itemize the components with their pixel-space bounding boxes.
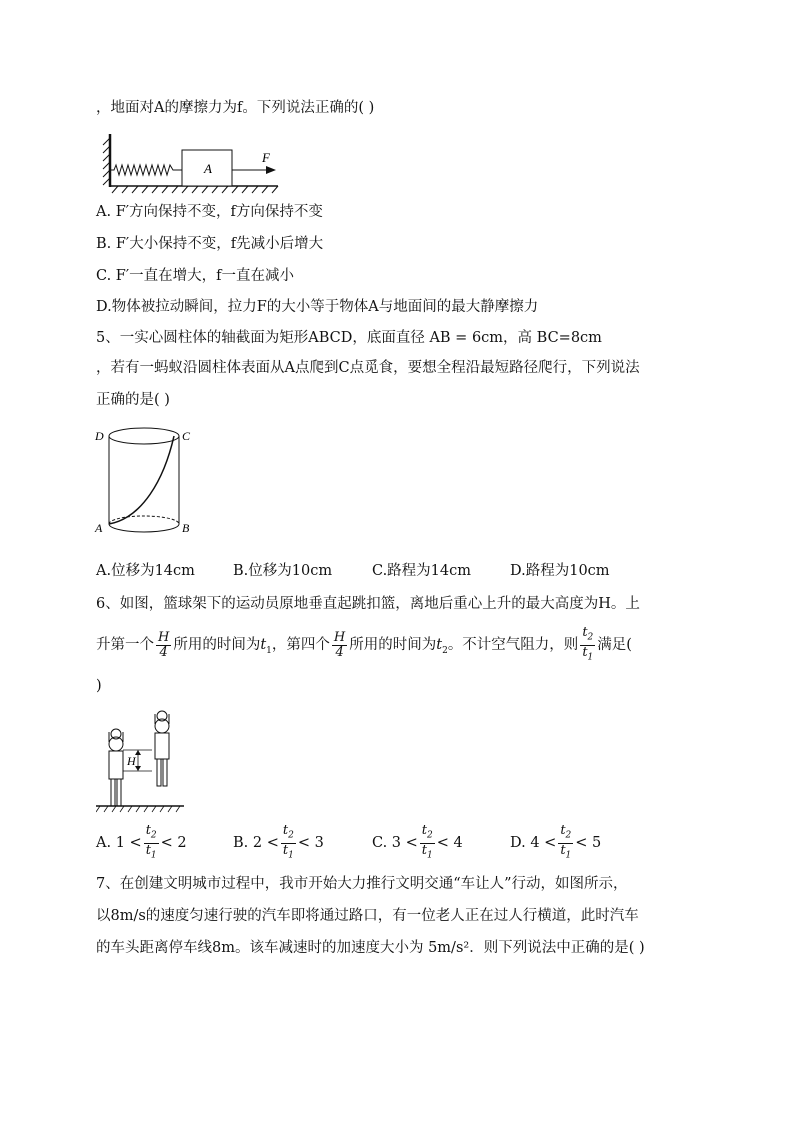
q5-option-b: B.位移为10cm: [233, 563, 333, 579]
q4-option-a: A. F′方向保持不变，f方向保持不变: [96, 204, 323, 220]
label-a: A: [95, 521, 103, 535]
q6-line-3: ): [96, 678, 102, 694]
fraction-t2-over-t1: $\frac{t_2}{t_1}$: [582, 625, 594, 663]
q4-option-b: B. F′大小保持不变，f先减小后增大: [96, 236, 324, 252]
q4-intro: ，地面对A的摩擦力为f。下列说法正确的( ): [96, 100, 375, 116]
q7-line-3: 的车头距离停车线8m。该车减速时的加速度大小为 5m/s²．则下列说法中正确的是( ): [96, 940, 645, 956]
cylinder-figure: [92, 420, 202, 540]
q6-line-1: 6、如图，篮球架下的运动员原地垂直起跳扣篮，离地后重心上升的最大高度为H。上: [96, 596, 640, 612]
q7-line-1: 7、在创建文明城市过程中，我市开始大力推行文明交通“车让人”行动，如图所示，: [96, 876, 628, 892]
q5-option-a: A.位移为14cm: [96, 563, 195, 579]
q6-option-c: C. 3 < $\frac{t_2}{t_1}$ < 4: [372, 823, 463, 861]
q4-option-d: D.物体被拉动瞬间，拉力F的大小等于物体A与地面间的最大静摩擦力: [96, 299, 539, 315]
fraction-h-over-4: $\frac{H}{4}$: [158, 629, 170, 660]
spring-block-figure: [100, 132, 285, 194]
label-b: B: [182, 521, 190, 535]
q7-line-2: 以8m/s的速度匀速行驶的汽车即将通过路口，有一位老人正在过人行横道，此时汽车: [96, 908, 639, 924]
q5-line-3: 正确的是( ): [96, 392, 170, 408]
q5-option-c: C.路程为14cm: [372, 563, 472, 579]
q6-option-d: D. 4 < $\frac{t_2}{t_1}$ < 5: [510, 823, 602, 861]
block-label: A: [204, 161, 212, 176]
height-label: H: [127, 754, 136, 768]
q5-option-d: D.路程为10cm: [510, 563, 610, 579]
label-d: D: [95, 429, 104, 443]
q5-line-1: 5、一实心圆柱体的轴截面为矩形ABCD，底面直径 AB = 6cm，高 BC=8cm: [96, 330, 602, 346]
q6-option-a: A. 1 < $\frac{t_2}{t_1}$ < 2: [96, 823, 187, 861]
fraction-h-over-4-second: $\frac{H}{4}$: [333, 629, 346, 660]
spring: [110, 165, 182, 175]
label-c: C: [182, 429, 191, 443]
force-label: F: [262, 150, 270, 165]
q4-option-c: C. F′一直在增大，f一直在减小: [96, 268, 295, 284]
q6-line-2: 升第一个 $\frac{H}{4}$ 所用的时间为$t_1$，第四个 $\frac{H}{4}$ 所用的时间为$t_2$。不计空气阻力，则 $\frac{t_2}{t_1}$ 满足(: [96, 625, 632, 663]
q6-option-b: B. 2 < $\frac{t_2}{t_1}$ < 3: [233, 823, 324, 861]
basketball-jump-figure: [96, 706, 188, 814]
ant-path: [109, 436, 174, 524]
q5-line-2: ，若有一蚂蚁沿圆柱体表面从A点爬到C点觅食，要想全程沿最短路径爬行，下列说法: [96, 360, 640, 376]
